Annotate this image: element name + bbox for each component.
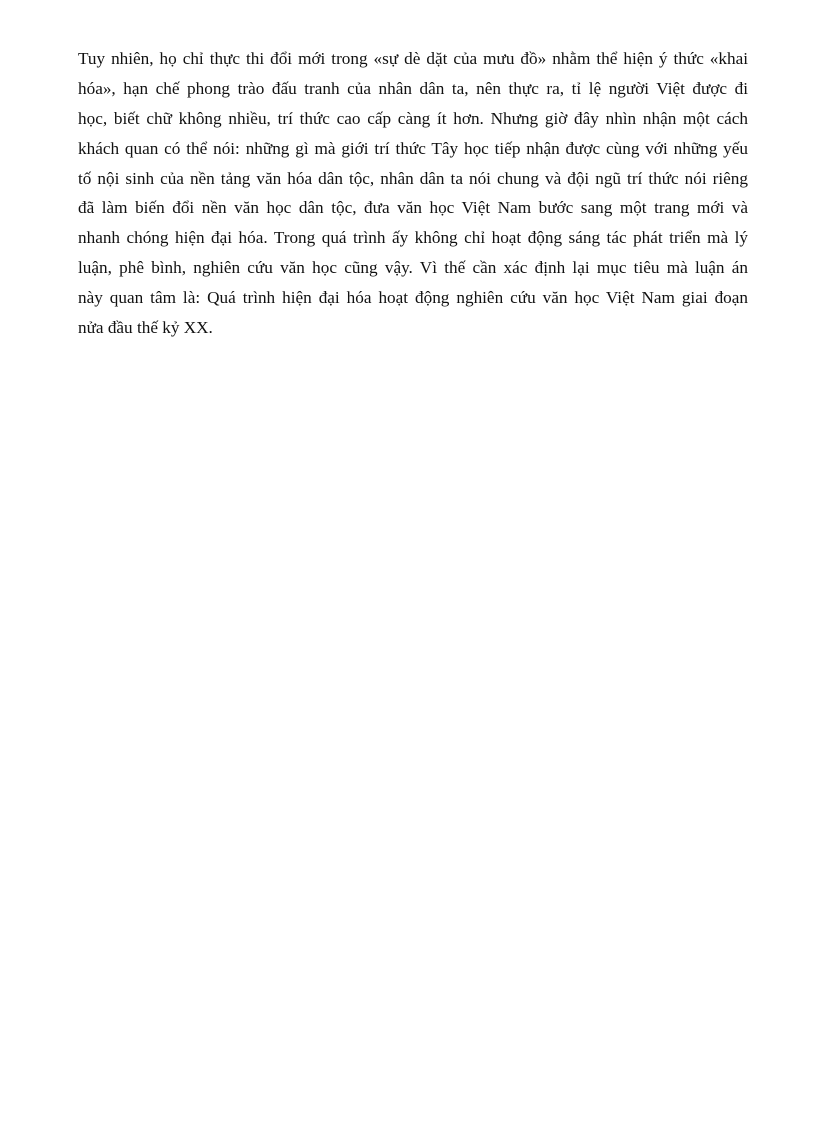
paragraph-line: đã làm biến đổi nền văn học dân tộc, đưa văn học Việt Nam bước sang một trang mới và (78, 198, 748, 218)
body-paragraph (78, 44, 748, 343)
paragraph-line: tố nội sinh của nền tảng văn hóa dân tộc, nhân dân ta nói chung và đội ngũ trí thức nói riêng (78, 168, 748, 188)
paragraph-line: học, biết chữ không nhiều, trí thức cao cấp càng ít hơn. Nhưng giờ đây nhìn nhận một cách (78, 108, 748, 128)
paragraph-line: khách quan có thể nói: những gì mà giới trí thức Tây học tiếp nhận được cùng với những yếu (78, 138, 748, 158)
paragraph-line: luận, phê bình, nghiên cứu văn học cũng vậy. Vì thế cần xác định lại mục tiêu mà luận án (78, 258, 748, 278)
paragraph-line: Tuy nhiên, họ chỉ thực thi đổi mới trong «sự dè dặt của mưu đồ» nhằm thể hiện ý thức «khai (78, 49, 748, 68)
paragraph-line: nhanh chóng hiện đại hóa. Trong quá trình ấy không chỉ hoạt động sáng tác phát triển mà lý (78, 228, 748, 248)
paragraph-line: nửa đầu thế kỷ XX. (78, 318, 213, 338)
paragraph-line: này quan tâm là: Quá trình hiện đại hóa hoạt động nghiên cứu văn học Việt Nam giai đoạn (78, 288, 748, 308)
paragraph-line: hóa», hạn chế phong trào đấu tranh của nhân dân ta, nên thực ra, tỉ lệ người Việt được đi (78, 78, 748, 98)
